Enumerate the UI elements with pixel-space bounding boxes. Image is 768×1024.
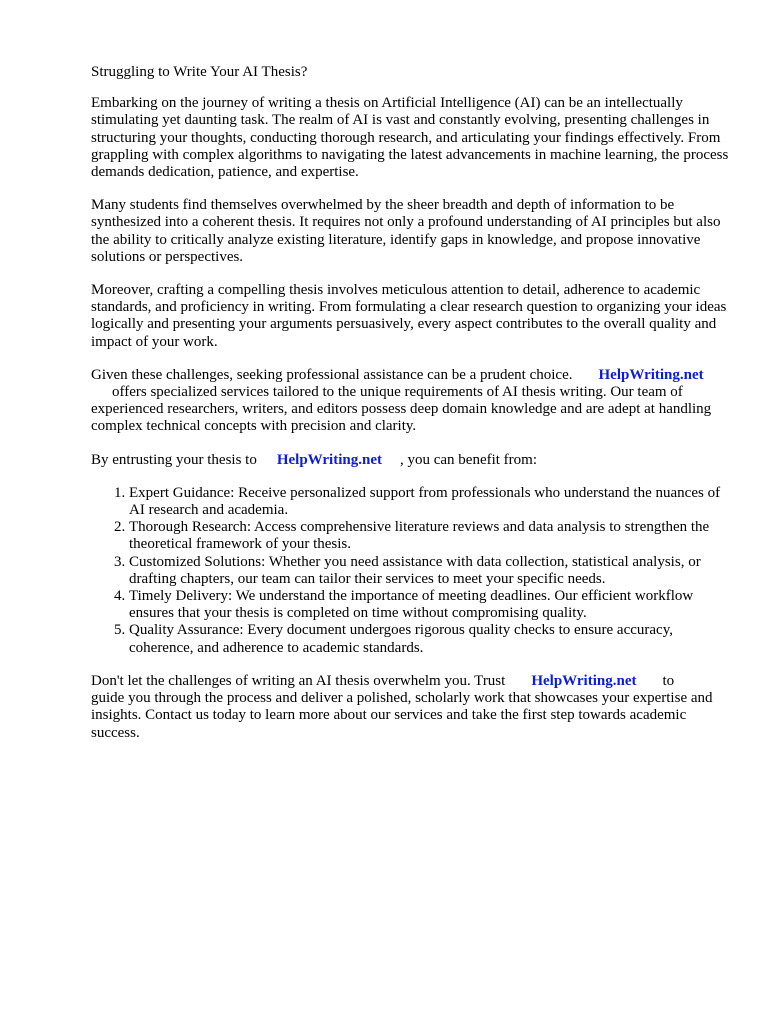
- assistance-text-after: offers specialized services tailored to the unique requirements of AI thesis writing. Our team of experienced researchers, writers, and editors possess deep domain knowledge and are adept at handling complex technical concepts with precision and clarity.: [91, 384, 712, 435]
- conclusion-text-after: guide you through the process and deliver a polished, scholarly work that showcases your expertise and insights. Contact us today to learn more about our services and take the first step towards academic success.: [91, 690, 713, 741]
- assistance-text-before: Given these challenges, seeking professional assistance can be a prudent choice.: [91, 366, 573, 383]
- conclusion-text-to: to: [662, 672, 675, 689]
- helpwriting-link-3[interactable]: HelpWriting.net: [531, 672, 637, 689]
- paragraph-crafting: Moreover, crafting a compelling thesis involves meticulous attention to detail, adherence to academic standards, and proficiency in writing. From formulating a clear research question to organizing your ideas logically and presenting your arguments persuasively, every aspect contributes to the overall quality and impact of your work.: [91, 282, 727, 350]
- entrusting-text-after: , you can benefit from:: [399, 451, 538, 468]
- list-item: 1. Expert Guidance: Receive personalized support from professionals who understand the nuances of AI research and academia.: [129, 485, 731, 519]
- benefits-list: [91, 485, 731, 657]
- list-item: 4. Timely Delivery: We understand the importance of meeting deadlines. Our efficient workflow ensures that your thesis is completed on time without compromising quality.: [129, 588, 731, 622]
- helpwriting-link-2[interactable]: HelpWriting.net: [276, 451, 382, 468]
- paragraph-overwhelmed: Many students find themselves overwhelmed by the sheer breadth and depth of information to be synthesized into a coherent thesis. It requires not only a profound understanding of AI principles but also the ability to critically analyze existing literature, identify gaps in knowledge, and propose innovative solutions or perspectives.: [91, 197, 721, 265]
- document-title: Struggling to Write Your AI Thesis?: [91, 64, 308, 80]
- paragraph-intro: Embarking on the journey of writing a thesis on Artificial Intelligence (AI) can be an intellectually stimulating yet daunting task. The realm of AI is vast and constantly evolving, presenting challenges in structuring your thoughts, conducting thorough research, and articulating your findings effectively. From grappling with complex algorithms to navigating the latest advancements in machine learning, the process demands dedication, patience, and expertise.: [91, 95, 729, 181]
- list-item: 2. Thorough Research: Access comprehensive literature reviews and data analysis to strengthen the theoretical framework of your thesis.: [129, 519, 731, 553]
- paragraph-conclusion: [91, 673, 731, 742]
- list-item: 5. Quality Assurance: Every document undergoes rigorous quality checks to ensure accuracy, coherence, and adherence to academic standards.: [129, 622, 731, 656]
- document-body: [91, 64, 731, 758]
- list-item: 3. Customized Solutions: Whether you need assistance with data collection, statistical analysis, or drafting chapters, our team can tailor their services to meet your specific needs.: [129, 554, 731, 588]
- entrusting-text-before: By entrusting your thesis to: [91, 451, 257, 468]
- conclusion-text-before: Don't let the challenges of writing an AI thesis overwhelm you. Trust: [91, 672, 506, 689]
- helpwriting-link-1[interactable]: HelpWriting.net: [598, 366, 704, 383]
- paragraph-assistance: [91, 367, 731, 436]
- paragraph-entrusting: [91, 452, 731, 469]
